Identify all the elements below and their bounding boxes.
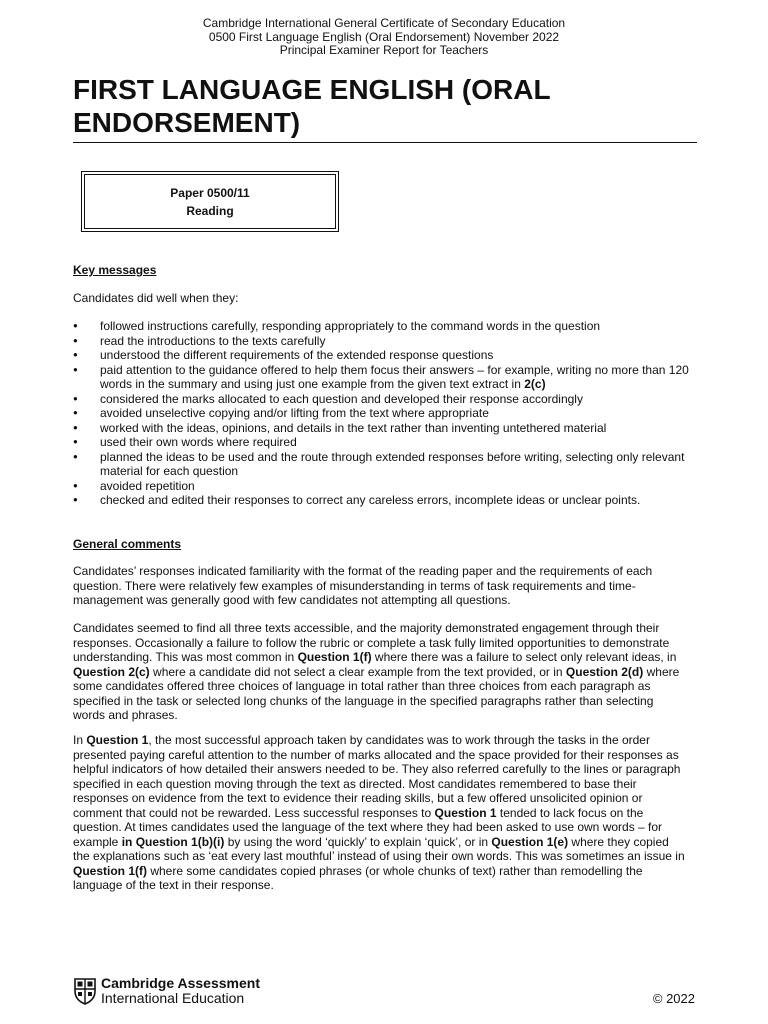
general-comments-paragraph-3: In Question 1, the most successful approach taken by candidates was to work through the tasks in the order presented paying careful attention to the number of marks allocated and the space provided for their responses as helpful indicators of how detailed their answers needed to be. They also referred carefully to the lines or paragraph specified in each question moving through the text as directed. Most candidates remembered to base their responses on evidence from the text to evidence their reading skills, but a few offered unsolicited opinion or comment that could not be rewarded. Less successful responses to Question 1 tended to lack focus on the question. At times candidates used the language of the text where they had been asked to use own words – for example in Question 1(b)(i) by using the word ‘quickly’ to explain ‘quick’, or in Question 1(e) where they copied the explanations such as ‘eat every last mouthful’ instead of using their own words. This was sometimes an issue in Question 1(f) where some candidates copied phrases (or whole chunks of text) rather than remodelling the language of the text in their response. <box>73 733 685 892</box>
key-messages-list <box>73 319 693 508</box>
list-item: ● planned the ideas to be used and the route through extended responses before writing, selecting only relevant material for each question <box>73 450 693 479</box>
title-divider <box>73 142 697 143</box>
list-item: ● avoided repetition <box>73 479 693 494</box>
page-title <box>73 74 697 139</box>
general-comments-heading: General comments <box>73 537 182 551</box>
title-line-2: ENDORSEMENT) <box>73 106 301 138</box>
list-item: ● considered the marks allocated to each question and developed their response accordingly <box>73 392 693 407</box>
list-item: ● paid attention to the guidance offered to help them focus their answers – for example, writing no more than 120 words in the summary and using just one example from the given text extract in 2(c) <box>73 363 693 392</box>
header-line-3: Principal Examiner Report for Teachers <box>279 43 489 57</box>
logo-line-1: Cambridge Assessment <box>101 975 260 991</box>
paper-box-inner <box>84 174 336 229</box>
report-header <box>0 17 768 58</box>
key-messages-intro: Candidates did well when they: <box>73 291 239 305</box>
crest-icon <box>73 977 97 1005</box>
paper-number: Paper 0500/11 <box>170 185 250 200</box>
list-item: ● understood the different requirements of the extended response questions <box>73 348 693 363</box>
logo-text <box>101 976 260 1005</box>
list-item: ● read the introductions to the texts carefully <box>73 334 693 349</box>
list-item: ● checked and edited their responses to correct any careless errors, incomplete ideas or unclear points. <box>73 493 693 508</box>
list-item: ● worked with the ideas, opinions, and details in the text rather than inventing untethered material <box>73 421 693 436</box>
general-comments-paragraph-1: Candidates’ responses indicated familiarity with the format of the reading paper and the requirements of each question. There were relatively few examples of misunderstanding in terms of task requirements and time-management was generally good with few candidates not attempting all questions. <box>73 564 653 607</box>
paper-box <box>81 171 339 232</box>
cambridge-logo <box>73 976 260 1005</box>
title-line-1: FIRST LANGUAGE ENGLISH (ORAL <box>73 74 551 105</box>
paper-component: Reading <box>186 203 234 218</box>
copyright-notice: © 2022 <box>652 991 695 1006</box>
logo-line-2: International Education <box>101 989 245 1006</box>
list-item: ● used their own words where required <box>73 435 693 450</box>
key-messages-heading: Key messages <box>73 263 157 277</box>
list-item: ● followed instructions carefully, responding appropriately to the command words in the question <box>73 319 693 334</box>
list-item: ● avoided unselective copying and/or lifting from the text where appropriate <box>73 406 693 421</box>
header-line-1: Cambridge International General Certificate of Secondary Education <box>202 16 566 30</box>
general-comments-paragraph-2: Candidates seemed to find all three texts accessible, and the majority demonstrated engagement through their responses. Occasionally a failure to follow the rubric or complete a task fully limited opportunities to demonstrate understanding. This was most common in Question 1(f) where there was a failure to select only relevant ideas, in Question 2(c) where a candidate did not select a clear example from the text provided, or in Question 2(d) where some candidates offered three choices of language in total rather than three choices from each paragraph as specified in the task or selected long chunks of the language in the specified paragraphs rather than selecting words and phrases. <box>73 621 680 722</box>
header-line-2: 0500 First Language English (Oral Endorsement) November 2022 <box>208 29 560 44</box>
